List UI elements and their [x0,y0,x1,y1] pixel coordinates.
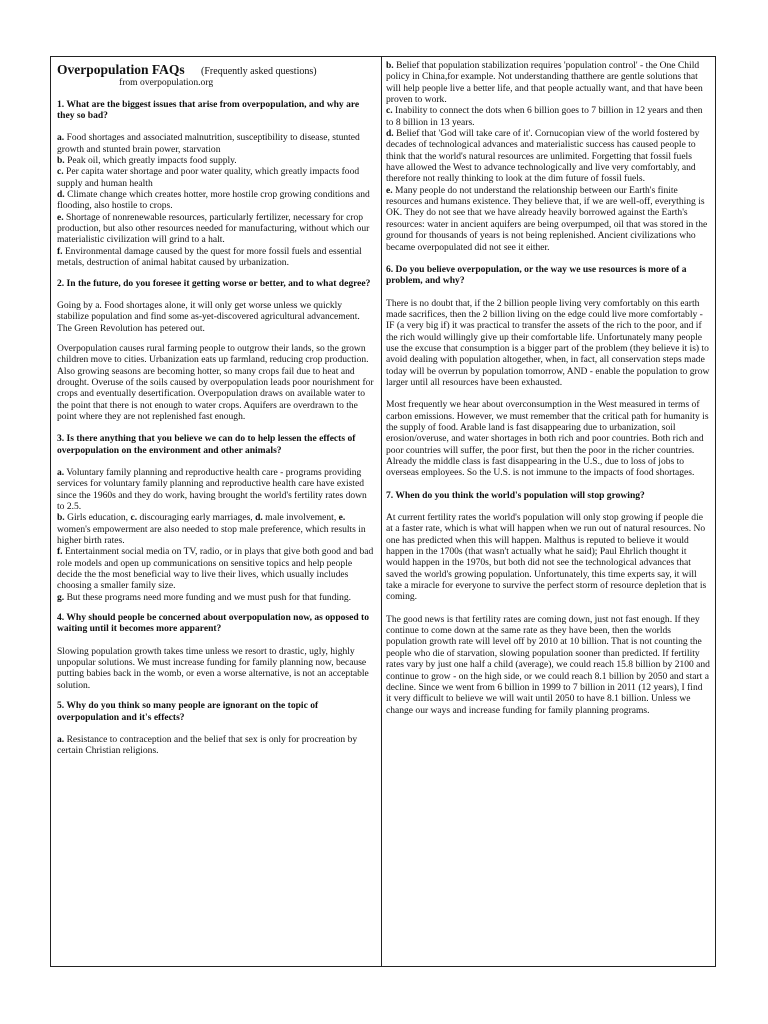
item-letter: b. [386,60,394,71]
item-text: Inability to connect the dots when 6 billion goes to 7 billion in 12 years and then to 8 billion in 13 years. [386,105,703,128]
item-letter: c. [386,105,393,117]
source-line: from overpopulation.org [119,77,214,89]
answer-3 [57,467,376,603]
answer-5-item-b [386,60,710,105]
answer-3-item-b-e [57,512,376,546]
answer-5-item-a [57,734,376,757]
item-letter: f. [57,546,63,558]
answer-5-item-c [386,105,710,128]
answer-3-item-a [57,467,376,512]
question-6: 6. Do you believe overpopulation, or the way we use resources is more of a problem, and why? [386,263,687,287]
answer-2-paragraph-1: Going by a. Food shortages alone, it will only get worse unless we quickly stabilize population and find some as-yet-discovered agricultural advancement. The Green Revolution has petered out. [57,299,360,334]
document-title: Overpopulation FAQs [57,62,185,77]
left-column [51,57,382,966]
answer-2-paragraph-2: Overpopulation causes rural farming people to outgrow their lands, so the grown children move to cities. Urbanization eats up farmland, reducing crop production. Also growing seasons are becoming hotter, so many crops fail due to heat and drought. Overuse of the soils caused by overpopulation leads poor nourishment for crops and eventually desertification. Overpopulation draws on available water to the point that there is not enough to water crops. Aquifers are overdrawn to the point where they are not replenished fast enough. [57,342,374,422]
answer-1-item [57,189,376,212]
item-text: Environmental damage caused by the quest for more fossil fuels and essential metals, destruction of animal habitat caused by urbanization. [57,245,362,269]
item-text: Belief that population stabilization requires 'population control' - the One Child policy in China,for example. Not understanding thatthere are gentle solutions that will help people live a better life, and that people actually want, and that have been proven to work. [386,60,703,106]
item-letter: b. [57,512,65,524]
answer-6-paragraph-2: Most frequently we hear about overconsumption in the West measured in terms of carbon emissions. However, we must remember that the critical path for humanity is the supply of food. Arable land is fast disappearing due to urbanization, soil erosion/overuse, and water shortages in both rich and poor countries. Both rich and poor countries will suffer, the poor first, but then the poor in the richer countries. Already the middle class is fast disappearing in the U.S., due to loss of jobs to overseas employees. So the U.S. is not immune to the impacts of food shortages. [386,399,709,479]
answer-4: Slowing population growth takes time unless we resort to drastic, ugly, highly unpopular solutions. We must increase funding for family planning now, because putting babies back in the womb, or even a worse alternative, is not an acceptable solution. [57,645,369,691]
title-line [57,64,376,77]
item-letter: a. [57,733,65,745]
question-7: 7. When do you think the world's population will stop growing? [386,489,645,501]
faq-document [50,56,716,967]
item-letter: f. [57,245,63,257]
answer-1-item [57,155,376,166]
answer-6-paragraph-1: There is no doubt that, if the 2 billion people living very comfortably on this earth made sacrifices, then the 2 billion living on the edge could live more comfortably - IF (a very big if) it was practical to transfer the assets of the rich to the poor, and if the rich would willingly give up their comfortable life. Unfortunately many people use the excuse that consumption is a bigger part of the problem (they believe it is) to avoid dealing with population altogether, when, in fact, all conservation steps made today will be overrun by population tomorrow, AND - enable the population to grow larger until all resources have been exhausted. [386,297,710,388]
answer-1-list [57,132,376,268]
item-text: male involvement, [265,512,337,524]
item-letter: b. [57,155,65,167]
question-2: 2. In the future, do you foresee it getting worse or better, and to what degree? [57,277,371,289]
item-text: Entertainment social media on TV, radio, or in plays that give both good and bad role models and open up communications on sensitive topics and help people decide the the most beneficial way to live their lives, which usually includes choosing a smaller family size. [57,546,374,592]
item-letter: d. [57,189,65,201]
answer-1-item [57,166,376,189]
item-text: Many people do not understand the relationship between our Earth's finite resources and humans existence. They believe that, if we are well-off, everything is OK. They do not see that we have already heavily borrowed against the Earth's resources: water in ancient aquifers are being overpumped, oil that was stored in the ground for thousands of years is not being replenished. Ancient civilizations who became overpopulated did not see it either. [386,184,708,253]
answer-1-item [57,246,376,269]
item-text: Climate change which creates hotter, more hostile crop growing conditions and flooding, also hostile to crops. [57,189,370,212]
item-letter: c. [57,166,64,178]
document-subtitle: (Frequently asked questions) [201,66,317,77]
item-text: Per capita water shortage and poor water quality, which greatly impacts food supply and human health [57,166,360,189]
item-letter: a. [57,466,65,478]
item-text: Shortage of nonrenewable resources, particularly fertilizer, necessary for crop production, but also other resources needed for manufacturing, without which our materialistic civilization will grind to a halt. [57,211,370,246]
question-1: 1. What are the biggest issues that arise from overpopulation, and why are they so bad? [57,98,360,122]
item-text: Belief that 'God will take care of it'. Cornucopian view of the world fostered by decades of technological advances and materialistic success has caused people to think that the world's natural resources are unlimited. Forgetting that fossil fuels have allowed the West to advance technologically and live very comfortably, and therefore not really thinking to look at the dim future of fossil fuels. [386,128,700,185]
answer-1-item [57,132,376,155]
item-letter: e. [386,184,393,196]
answer-5-item-e [386,185,710,253]
item-text: Girls education, [67,512,129,524]
item-text: Voluntary family planning and reproductive health care - programs providing services for voluntary family planning and reproductive health care have existed since the 1960s and they do work, having brought the world's fertility rates down to 2.5. [57,466,367,512]
item-text: discouraging early marriages, [139,512,253,524]
item-letter: e. [338,512,346,524]
item-text: But these programs need more funding and we must push for that funding. [66,591,352,603]
item-letter: a. [57,132,65,144]
item-letter: d. [255,512,263,524]
item-letter: g. [57,591,65,603]
answer-1-item [57,212,376,246]
item-letter: e. [57,211,64,223]
question-4: 4. Why should people be concerned about overpopulation now, as opposed to waiting until it becomes more apparent? [57,612,370,635]
item-letter: d. [386,128,394,140]
item-text: Food shortages and associated malnutrition, susceptibility to disease, stunted growth and stunted brain power, starvation [57,132,360,155]
question-5: 5. Why do you think so many people are ignorant on the topic of overpopulation and it's effects? [57,700,319,723]
item-text: Resistance to contraception and the belief that sex is only for procreation by certain Christian religions. [57,733,358,757]
answer-7-paragraph-2: The good news is that fertility rates are coming down, just not fast enough. If they continue to come down at the same rate as they have been, then the worlds population growth rate will level off by 2010 at 10 billion. That is not counting the people who die of starvation, slowing population sooner than predicted. If fertility rates vary by just one half a child (average), we could reach 15.8 billion by 2100 and continue to grow - on the high side, or we could reach 8.1 billion by 2050 and start a decline. Since we went from 6 billion in 1999 to 7 billion in 2011 (12 years), I find it very difficult to believe we will wait until 2050 to have 8.1 billion. Unless we change our ways and increase funding for family planning programs. [386,613,710,716]
item-text: Peak oil, which greatly impacts food supply. [67,155,237,167]
answer-3-item-f [57,546,376,591]
question-3: 3. Is there anything that you believe we can do to help lessen the effects of overpopulation on the environment and other animals? [57,433,356,456]
answer-3-item-g [57,592,376,603]
item-letter: c. [130,512,138,524]
answer-5-item-d [386,128,710,185]
item-text: women's empowerment are also needed to stop male preference, which results in higher birth rates. [57,523,366,547]
answer-7-paragraph-1: At current fertility rates the world's population will only stop growing if people die at a faster rate, which is what will happen when we run out of natural resources. No one has predicted when this will happen. Malthus is reputed to believe it would happen in the 1700s (that wasn't actually what he said); Paul Ehrlich thought it would happen in the 1970s, but both did not see the technological advances that saved the world's growing population. Unfortunately, this time experts say, it will take a miracle for everyone to survive the perfect storm of resource depletion that is coming. [386,512,707,603]
right-column [382,57,715,966]
